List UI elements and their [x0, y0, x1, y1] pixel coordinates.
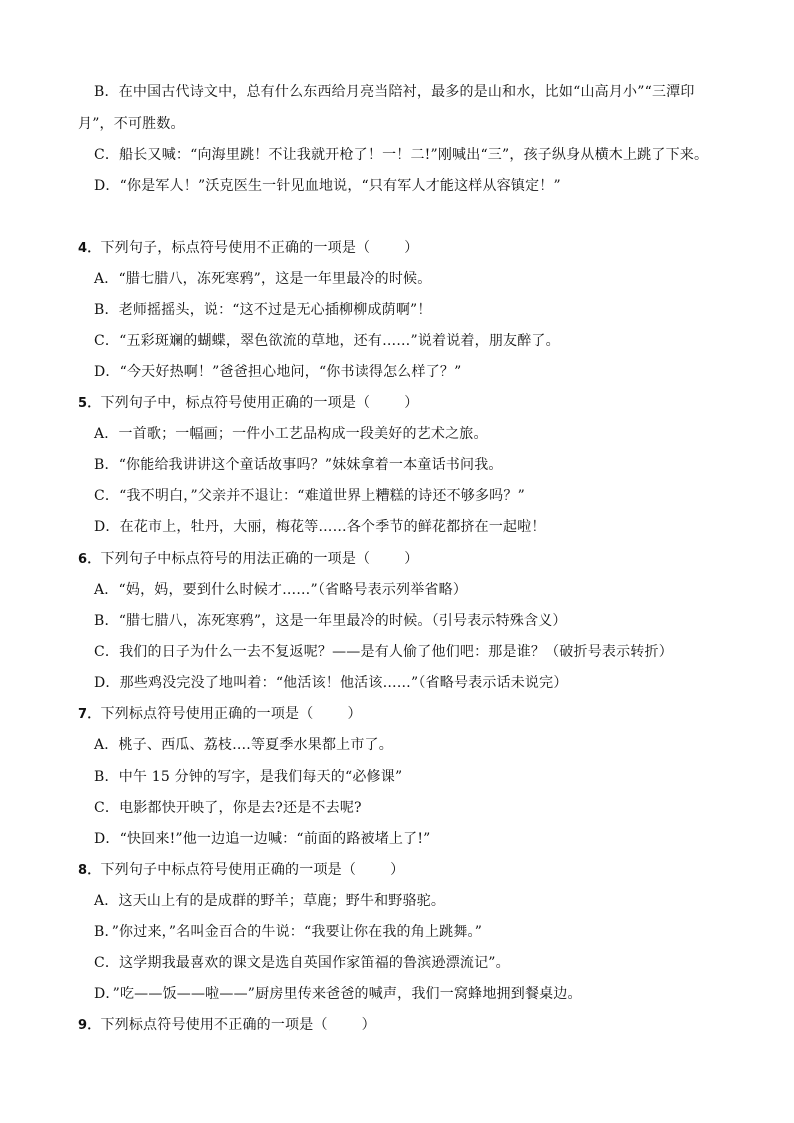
question-stem: 下列句子中标点符号使用正确的一项是（: [100, 862, 357, 878]
q8-option-a: A．这天山上有的是成群的野羊；草鹿；野牛和野骆驼。: [94, 893, 446, 909]
q6-option-d: D．那些鸡没完没了地叫着：“他活该！他活该……”（省略号表示话未说完）: [94, 675, 568, 691]
question-stem: 下列句子中，标点符号使用正确的一项是（: [100, 395, 371, 411]
question-paren-close: ）: [390, 862, 405, 878]
q5-option-a: A．一首歌；一幅画；一件小工艺品构成一段美好的艺术之旅。: [94, 426, 488, 442]
q7-option-d: D．“快回来!”他一边追一边喊：“前面的路被堵上了!”: [94, 831, 431, 847]
q6-option-c: C．我们的日子为什么一去不复返呢？——是有人偷了他们吧：那是谁？（破折号表示转折）: [94, 644, 673, 660]
question-stem: 下列标点符号使用正确的一项是（: [100, 706, 314, 722]
q3-option-d: D．“你是军人！”沃克医生一针见血地说，“只有军人才能这样从容镇定！”: [94, 178, 561, 194]
question-paren-close: ）: [404, 240, 419, 256]
q4-option-b: B．老师摇摇头，说：“这不过是无心插柳柳成荫啊”！: [94, 302, 432, 318]
question-paren-close: ）: [404, 551, 419, 567]
question-stem: 下列标点符号使用不正确的一项是（: [100, 1017, 328, 1033]
question-5: [0, 393, 794, 414]
q6-option-a: A．“妈，妈，要到什么时候才……”（省略号表示列举省略）: [94, 582, 468, 598]
q7-option-c: C．电影都快开映了，你是去?还是不去呢?: [94, 800, 362, 816]
q3-option-b-line2: 月”，不可胜数。: [78, 116, 185, 132]
question-4: [0, 238, 794, 259]
question-7: [0, 704, 794, 725]
question-stem: 下列句子，标点符号使用不正确的一项是（: [100, 240, 371, 256]
q4-option-c: C．“五彩斑斓的蝴蝶，翠色欲流的草地，还有……”说着说着，朋友醉了。: [94, 333, 560, 349]
q8-option-d: D．”吃——饭——啦——”厨房里传来爸爸的喊声，我们一窝蜂地拥到餐桌边。: [94, 986, 582, 1002]
question-8: [0, 860, 794, 881]
question-number: 9．: [78, 1018, 101, 1033]
q7-option-b: B．中午 15 分钟的写字，是我们每天的“必修课”: [94, 769, 403, 785]
question-number: 7．: [78, 707, 101, 722]
q5-option-b: B．“你能给我讲讲这个童话故事吗？”妹妹拿着一本童话书问我。: [94, 457, 503, 473]
question-paren-close: ）: [361, 1017, 376, 1033]
q4-option-a: A．“腊七腊八，冻死寒鸦”，这是一年里最冷的时候。: [94, 271, 432, 287]
q3-option-c: C．船长又喊：“向海里跳！不让我就开枪了！一！二!”刚喊出“三”，孩子纵身从横木上跳了下来。: [94, 147, 709, 163]
question-paren-close: ）: [404, 395, 419, 411]
q4-option-d: D．“今天好热啊！”爸爸担心地问，“你书读得怎么样了？”: [94, 364, 462, 380]
q5-option-d: D．在花市上，牡丹，大丽，梅花等……各个季节的鲜花都挤在一起啦！: [94, 519, 546, 535]
question-number: 5．: [78, 396, 101, 411]
question-number: 6．: [78, 552, 101, 567]
q6-option-b: B．“腊七腊八，冻死寒鸦”，这是一年里最冷的时候。（引号表示特殊含义）: [94, 613, 567, 629]
q5-option-c: C．“我不明白，”父亲并不退让：“难道世界上糟糕的诗还不够多吗？”: [94, 488, 525, 504]
question-stem: 下列句子中标点符号的用法正确的一项是（: [100, 551, 371, 567]
question-6: [0, 549, 794, 570]
q7-option-a: A．桃子、西瓜、荔枝….等夏季水果都上市了。: [94, 737, 393, 753]
q8-option-b: B．”你过来，”名叫金百合的牛说：“我要让你在我的角上跳舞。”: [94, 924, 483, 940]
question-9: [0, 1015, 794, 1036]
q8-option-c: C．这学期我最喜欢的课文是选自英国作家笛福的鲁滨逊漂流记”。: [94, 955, 510, 971]
question-number: 8．: [78, 863, 101, 878]
q3-option-b-line1: B．在中国古代诗文中，总有什么东西给月亮当陪衬，最多的是山和水，比如“山高月小”“三潭印: [94, 84, 695, 100]
question-paren-close: ）: [347, 706, 362, 722]
question-number: 4．: [78, 241, 101, 256]
